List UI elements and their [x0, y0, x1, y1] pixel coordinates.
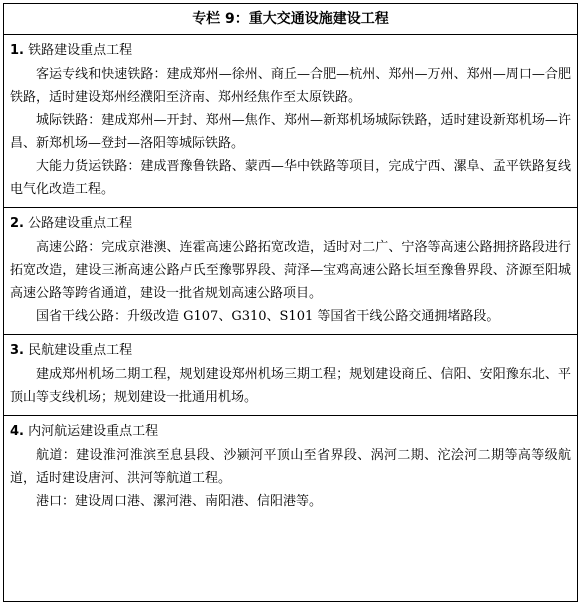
section-title: 铁路建设重点工程: [28, 43, 133, 58]
section-railway: [4, 35, 577, 208]
section-waterway: [4, 416, 577, 519]
paragraph: 航道：建设淮河淮滨至息县段、沙颍河平顶山至省界段、涡河二期、沱浍河二期等高等级航道，适时建设唐河、洪河等航道工程。: [10, 448, 571, 486]
section-number: 2.: [10, 216, 24, 231]
section-number: 1.: [10, 43, 24, 58]
paragraph: 客运专线和快速铁路：建成郑州—徐州、商丘—合肥—杭州、郑州—万州、郑州—周口—合肥铁路，适时建设郑州经濮阳至济南、郑州经焦作至太原铁路。: [10, 67, 571, 105]
paragraph: 高速公路：完成京港澳、连霍高速公路拓宽改造，适时对二广、宁洛等高速公路拥挤路段进行拓宽改造，建设三淅高速公路卢氏至豫鄂界段、菏泽—宝鸡高速公路长垣至豫鲁界段、济源至阳城高速公路等跨省通道，建设一批省规划高速公路项目。: [10, 240, 571, 301]
section-heading: [10, 41, 571, 61]
paragraph: 港口：建设周口港、漯河港、南阳港、信阳港等。: [36, 494, 323, 509]
section-highway: [4, 208, 577, 335]
section-aviation: [4, 335, 577, 416]
section-heading: [10, 341, 571, 361]
paragraph: 城际铁路：建成郑州—开封、郑州—焦作、郑州—新郑机场城际铁路，适时建设新郑机场—许昌、新郑机场—登封—洛阳等城际铁路。: [10, 113, 571, 151]
section-title: 公路建设重点工程: [28, 216, 133, 231]
paragraph: 国省干线公路：升级改造 G107、G310、S101 等国省干线公路交通拥堵路段。: [36, 309, 500, 324]
paragraph: 建成郑州机场二期工程，规划建设郑州机场三期工程；规划建设商丘、信阳、安阳豫东北、平顶山等支线机场；规划建设一批通用机场。: [10, 367, 571, 405]
section-number: 3.: [10, 343, 24, 358]
section-title: 内河航运建设重点工程: [28, 424, 159, 439]
section-heading: [10, 422, 571, 442]
paragraph: 大能力货运铁路：建成晋豫鲁铁路、蒙西—华中铁路等项目，完成宁西、漯阜、孟平铁路复线电气化改造工程。: [10, 159, 571, 197]
section-heading: [10, 214, 571, 234]
box-title: 专栏 9：重大交通设施建设工程: [4, 4, 577, 35]
column-box: [3, 3, 578, 602]
section-number: 4.: [10, 424, 24, 439]
section-title: 民航建设重点工程: [28, 343, 133, 358]
